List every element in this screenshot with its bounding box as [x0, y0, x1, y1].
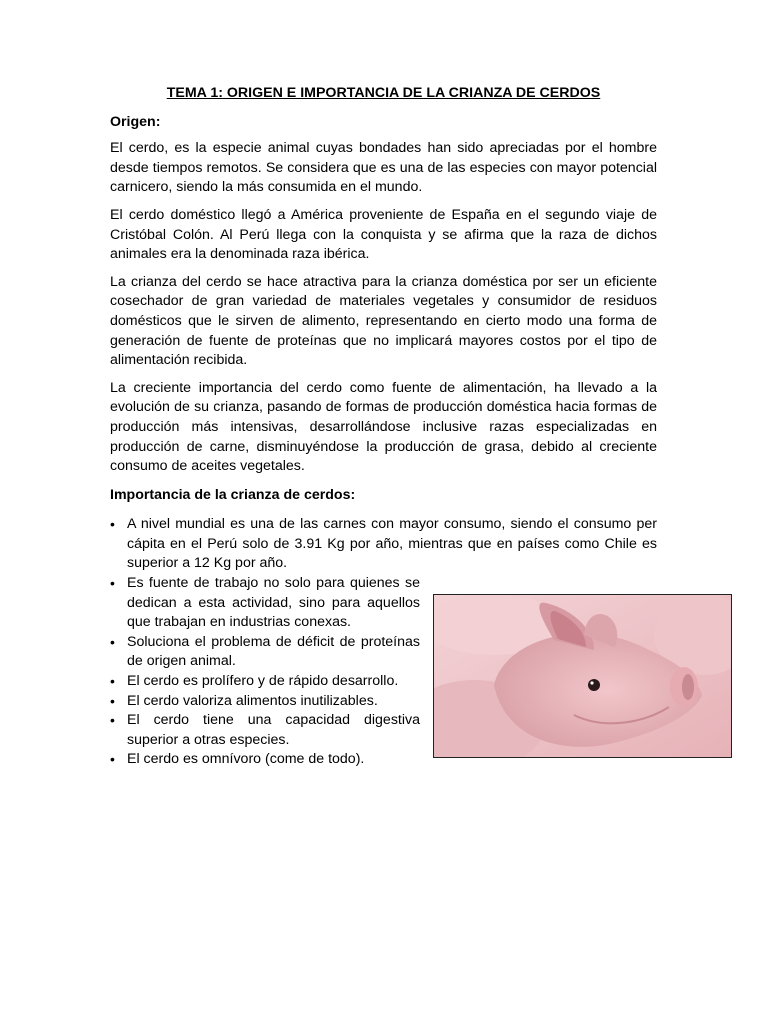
- section-heading-origen: Origen:: [110, 113, 161, 130]
- list-item: [110, 633, 420, 672]
- paragraph-2: El cerdo doméstico llegó a América proveniente de España en el segundo viaje de Cristóbal Colón. Al Perú llega con la conquista y se afirma que la raza de dichos animales era la denominada raza ibérica.: [110, 206, 657, 263]
- piglet-illustration: [434, 595, 731, 757]
- section-heading-importancia: Importancia de la crianza de cerdos:: [110, 486, 356, 503]
- bullet-icon: •: [110, 516, 115, 533]
- bullet-icon: •: [110, 575, 115, 592]
- document-title: TEMA 1: ORIGEN E IMPORTANCIA DE LA CRIANZA DE CERDOS: [166, 85, 601, 101]
- list-item: [110, 574, 420, 633]
- list-item-text: El cerdo tiene una capacidad digestiva superior a otras especies.: [127, 712, 420, 748]
- list-item: [110, 515, 657, 574]
- importance-list: [110, 515, 657, 574]
- paragraph-4: La creciente importancia del cerdo como fuente de alimentación, ha llevado a la evolución de su crianza, pasando de formas de producción doméstica hacia formas de producción más intensivas, desarrollándose inclusive razas especializadas en producción de carne, disminuyéndose la producción de grasa, debido al creciente consumo de aceites vegetales.: [110, 379, 657, 475]
- piglet-photo: [433, 594, 732, 758]
- list-item: [110, 750, 420, 770]
- bullet-icon: •: [110, 751, 115, 768]
- paragraph-3: La crianza del cerdo se hace atractiva para la crianza doméstica por ser un eficiente cosechador de gran variedad de materiales vegetales y consumidor de residuos domésticos que le sirven de alimento, representando en cierto modo una forma de generación de fuente de proteínas que no implicará mayores costos por el tipo de alimentación recibida.: [110, 273, 657, 369]
- list-item-text: Soluciona el problema de déficit de proteínas de origen animal.: [127, 633, 420, 670]
- list-item-text: El cerdo valoriza alimentos inutilizables.: [127, 692, 378, 709]
- list-item-text: Es fuente de trabajo no solo para quienes se dedican a esta actividad, sino para aquellos que trabajan en industrias conexas.: [127, 575, 420, 631]
- importance-list-continued: [110, 574, 420, 770]
- list-item: [110, 672, 420, 692]
- list-item-text: A nivel mundial es una de las carnes con mayor consumo, siendo el consumo per cápita en el Perú solo de 3.91 Kg por año, mientras que en países como Chile es superior a 12 Kg por año.: [127, 516, 657, 572]
- paragraph-1: El cerdo, es la especie animal cuyas bondades han sido apreciadas por el hombre desde tiempos remotos. Se considera que es una de las especies con mayor potencial carnicero, siendo la más consumida en el mundo.: [110, 140, 657, 196]
- list-item: [110, 711, 420, 750]
- bullet-icon: •: [110, 633, 115, 650]
- bullet-icon: •: [110, 692, 115, 709]
- list-item-text: El cerdo es prolífero y de rápido desarrollo.: [127, 673, 399, 690]
- list-item: [110, 692, 420, 712]
- list-item-text: El cerdo es omnívoro (come de todo).: [127, 751, 365, 768]
- bullet-icon: •: [110, 673, 115, 690]
- bullet-icon: •: [110, 712, 115, 729]
